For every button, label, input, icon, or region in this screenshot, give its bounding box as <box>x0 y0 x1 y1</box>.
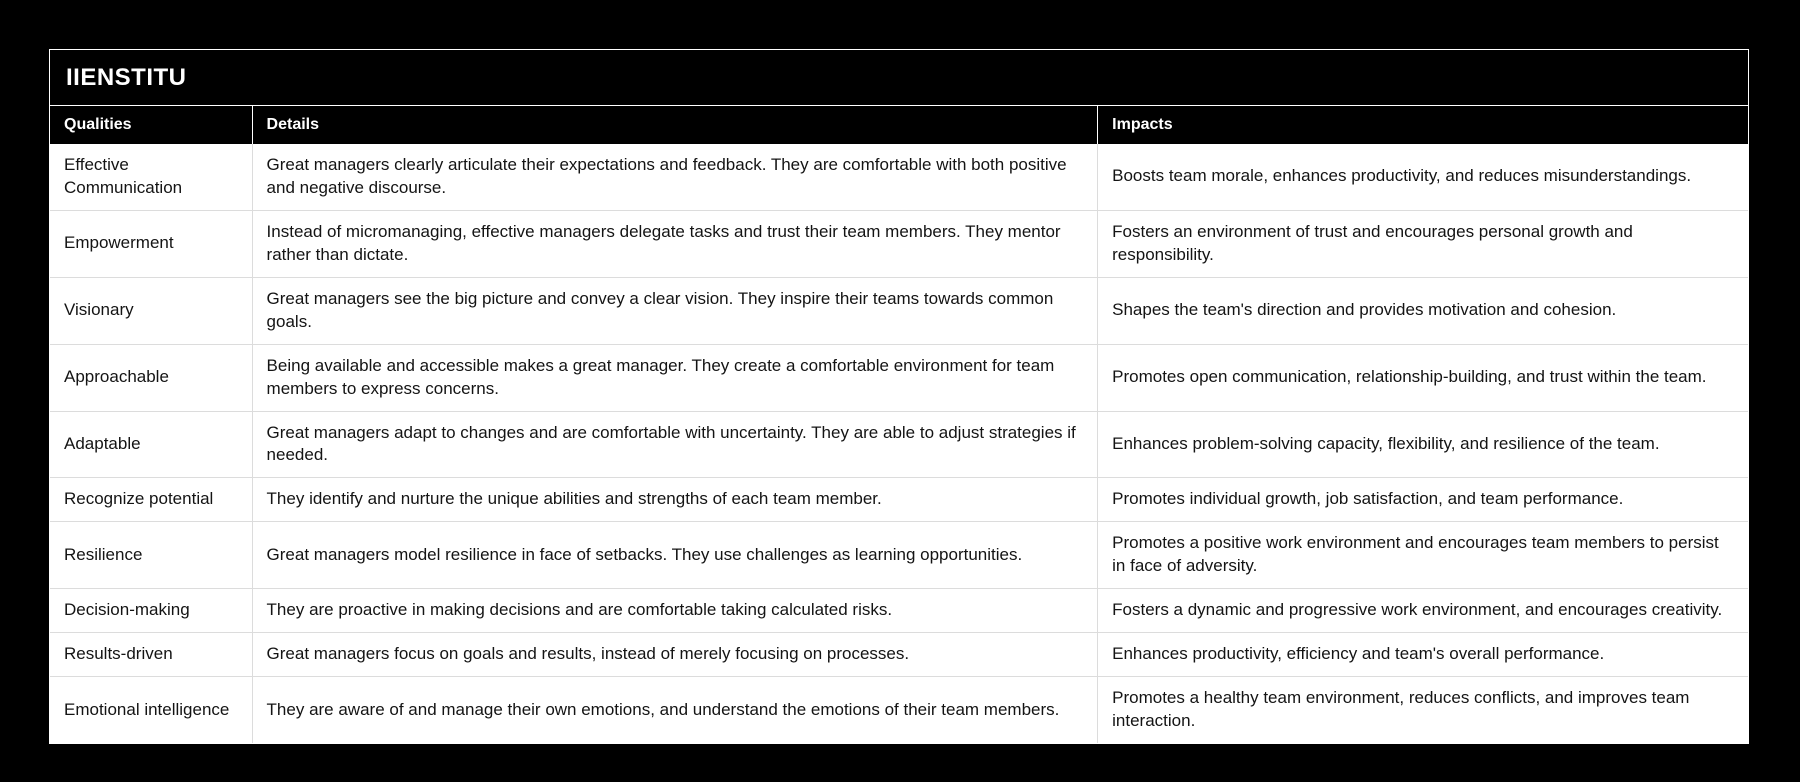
cell-details: Great managers model resilience in face of setbacks. They use challenges as learning opportunities. <box>252 522 1098 589</box>
brand-title: IIENSTITU <box>66 63 187 91</box>
brand-header <box>50 50 1748 106</box>
table-row <box>50 677 1748 743</box>
manager-qualities-table <box>50 106 1748 743</box>
cell-details: Instead of micromanaging, effective managers delegate tasks and trust their team members. They mentor rather than dictate. <box>252 210 1098 277</box>
column-header-impacts: Impacts <box>1098 106 1748 144</box>
cell-quality: Empowerment <box>50 210 252 277</box>
cell-impacts: Boosts team morale, enhances productivity, and reduces misunderstandings. <box>1098 144 1748 210</box>
cell-quality: Visionary <box>50 277 252 344</box>
cell-quality: Resilience <box>50 522 252 589</box>
table-panel <box>49 49 1749 744</box>
cell-impacts: Shapes the team's direction and provides motivation and cohesion. <box>1098 277 1748 344</box>
table-row <box>50 589 1748 633</box>
table-row <box>50 478 1748 522</box>
cell-details: They are aware of and manage their own emotions, and understand the emotions of their team members. <box>252 677 1098 743</box>
column-header-details: Details <box>252 106 1098 144</box>
cell-impacts: Promotes a healthy team environment, reduces conflicts, and improves team interaction. <box>1098 677 1748 743</box>
table-row <box>50 277 1748 344</box>
cell-impacts: Fosters a dynamic and progressive work environment, and encourages creativity. <box>1098 589 1748 633</box>
header-row <box>50 106 1748 144</box>
cell-impacts: Promotes individual growth, job satisfaction, and team performance. <box>1098 478 1748 522</box>
table-row <box>50 344 1748 411</box>
cell-impacts: Promotes open communication, relationship-building, and trust within the team. <box>1098 344 1748 411</box>
cell-impacts: Enhances problem-solving capacity, flexibility, and resilience of the team. <box>1098 411 1748 478</box>
table-row <box>50 411 1748 478</box>
cell-impacts: Promotes a positive work environment and encourages team members to persist in face of adversity. <box>1098 522 1748 589</box>
cell-details: Great managers adapt to changes and are comfortable with uncertainty. They are able to adjust strategies if needed. <box>252 411 1098 478</box>
cell-details: Great managers clearly articulate their expectations and feedback. They are comfortable with both positive and negative discourse. <box>252 144 1098 210</box>
table-row <box>50 633 1748 677</box>
cell-quality: Effective Communication <box>50 144 252 210</box>
cell-quality: Adaptable <box>50 411 252 478</box>
cell-details: They identify and nurture the unique abilities and strengths of each team member. <box>252 478 1098 522</box>
cell-details: Great managers focus on goals and results, instead of merely focusing on processes. <box>252 633 1098 677</box>
table-row <box>50 144 1748 210</box>
cell-quality: Emotional intelligence <box>50 677 252 743</box>
cell-quality: Results-driven <box>50 633 252 677</box>
column-header-qualities: Qualities <box>50 106 252 144</box>
cell-details: They are proactive in making decisions and are comfortable taking calculated risks. <box>252 589 1098 633</box>
cell-quality: Decision-making <box>50 589 252 633</box>
cell-details: Being available and accessible makes a great manager. They create a comfortable environment for team members to express concerns. <box>252 344 1098 411</box>
table-row <box>50 522 1748 589</box>
cell-details: Great managers see the big picture and convey a clear vision. They inspire their teams towards common goals. <box>252 277 1098 344</box>
cell-quality: Approachable <box>50 344 252 411</box>
cell-impacts: Enhances productivity, efficiency and team's overall performance. <box>1098 633 1748 677</box>
table-row <box>50 210 1748 277</box>
cell-quality: Recognize potential <box>50 478 252 522</box>
cell-impacts: Fosters an environment of trust and encourages personal growth and responsibility. <box>1098 210 1748 277</box>
